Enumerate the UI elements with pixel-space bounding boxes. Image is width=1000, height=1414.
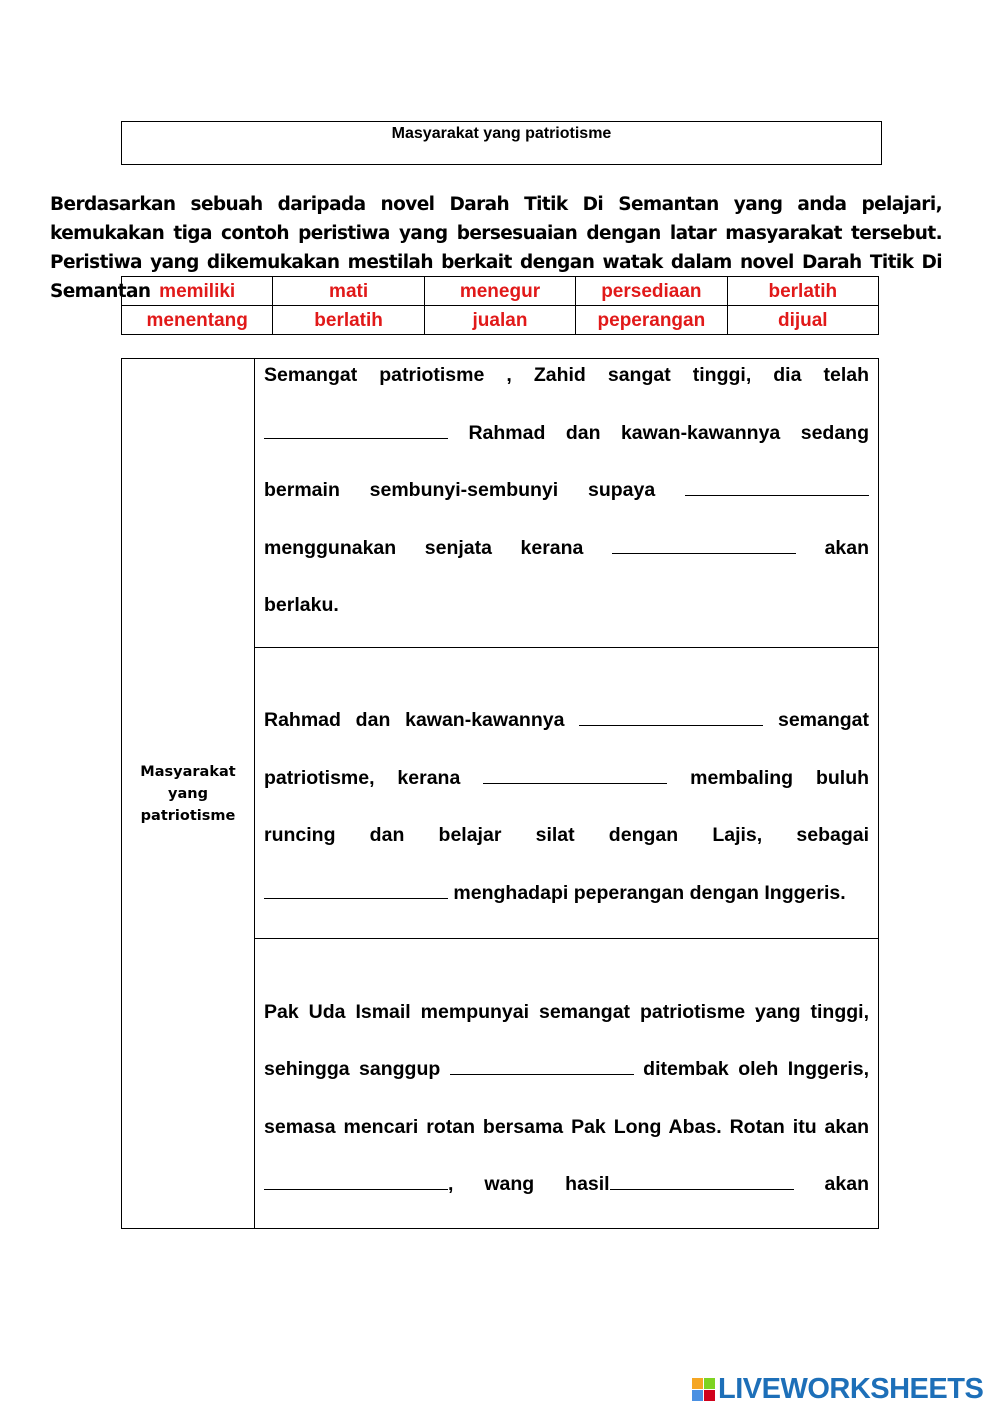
word-memiliki[interactable]: memiliki bbox=[122, 277, 273, 306]
word-bank-row bbox=[122, 306, 879, 335]
word-dijual[interactable]: dijual bbox=[727, 306, 878, 335]
word-menentang[interactable]: menentang bbox=[122, 306, 273, 335]
word-berlatih[interactable]: berlatih bbox=[727, 277, 878, 306]
category-label: Masyarakat yang patriotisme bbox=[122, 359, 255, 1229]
brand-name: LIVEWORKSHEETS bbox=[718, 1372, 984, 1405]
answer-blank-3[interactable] bbox=[612, 538, 796, 554]
word-berlatih-2[interactable]: berlatih bbox=[273, 306, 424, 335]
answer-blank-1[interactable] bbox=[264, 423, 448, 439]
passage-1: Semangat patriotisme , Zahid sangat tinggi, dia telah Rahmad dan kawan-kawannya sedang bermain sembunyi-sembunyi supaya menggunakan senjata kerana akan berlaku. bbox=[264, 364, 870, 616]
page-title: Masyarakat yang patriotisme bbox=[391, 125, 612, 142]
word-menegur[interactable]: menegur bbox=[424, 277, 575, 306]
answer-blank-7[interactable] bbox=[450, 1059, 634, 1075]
passage-cell-2 bbox=[255, 648, 879, 938]
word-mati[interactable]: mati bbox=[273, 277, 424, 306]
passage-cell-1 bbox=[255, 359, 879, 648]
word-jualan[interactable]: jualan bbox=[424, 306, 575, 335]
word-persediaan[interactable]: persediaan bbox=[576, 277, 727, 306]
word-peperangan[interactable]: peperangan bbox=[576, 306, 727, 335]
word-bank bbox=[121, 276, 879, 335]
passage-3: Pak Uda Ismail mempunyai semangat patriotisme yang tinggi, sehingga sanggup ditembak oleh Inggeris, semasa mencari rotan bersama Pak Long Abas. Rotan itu akan , wang hasil akan bbox=[264, 1000, 870, 1196]
instruction-text: Berdasarkan sebuah daripada novel Darah Titik Di Semantan yang anda pelajari, kemukakan tiga contoh peristiwa yang bersesuaian dengan latar masyarakat tersebut. Peristiwa yang dikemukakan mestilah berkait dengan watak dalam novel Darah Titik Di Semantan bbox=[50, 194, 942, 302]
liveworksheets-logo bbox=[692, 1373, 983, 1405]
title-box bbox=[121, 121, 882, 165]
liveworksheets-icon bbox=[692, 1378, 715, 1401]
passage-2: Rahmad dan kawan-kawannya semangat patriotisme, kerana membaling buluh runcing dan belajar silat dengan Lajis, sebagai menghadapi peperangan dengan Inggeris. bbox=[264, 709, 870, 904]
answer-blank-6[interactable] bbox=[264, 883, 448, 899]
answer-blank-4[interactable] bbox=[579, 710, 763, 726]
answer-blank-5[interactable] bbox=[483, 768, 667, 784]
word-bank-row bbox=[122, 277, 879, 306]
passage-cell-3 bbox=[255, 938, 879, 1228]
answer-blank-8[interactable] bbox=[264, 1174, 448, 1190]
answer-blank-9[interactable] bbox=[610, 1174, 794, 1190]
exercise-table bbox=[121, 358, 879, 1229]
answer-blank-2[interactable] bbox=[685, 480, 869, 496]
